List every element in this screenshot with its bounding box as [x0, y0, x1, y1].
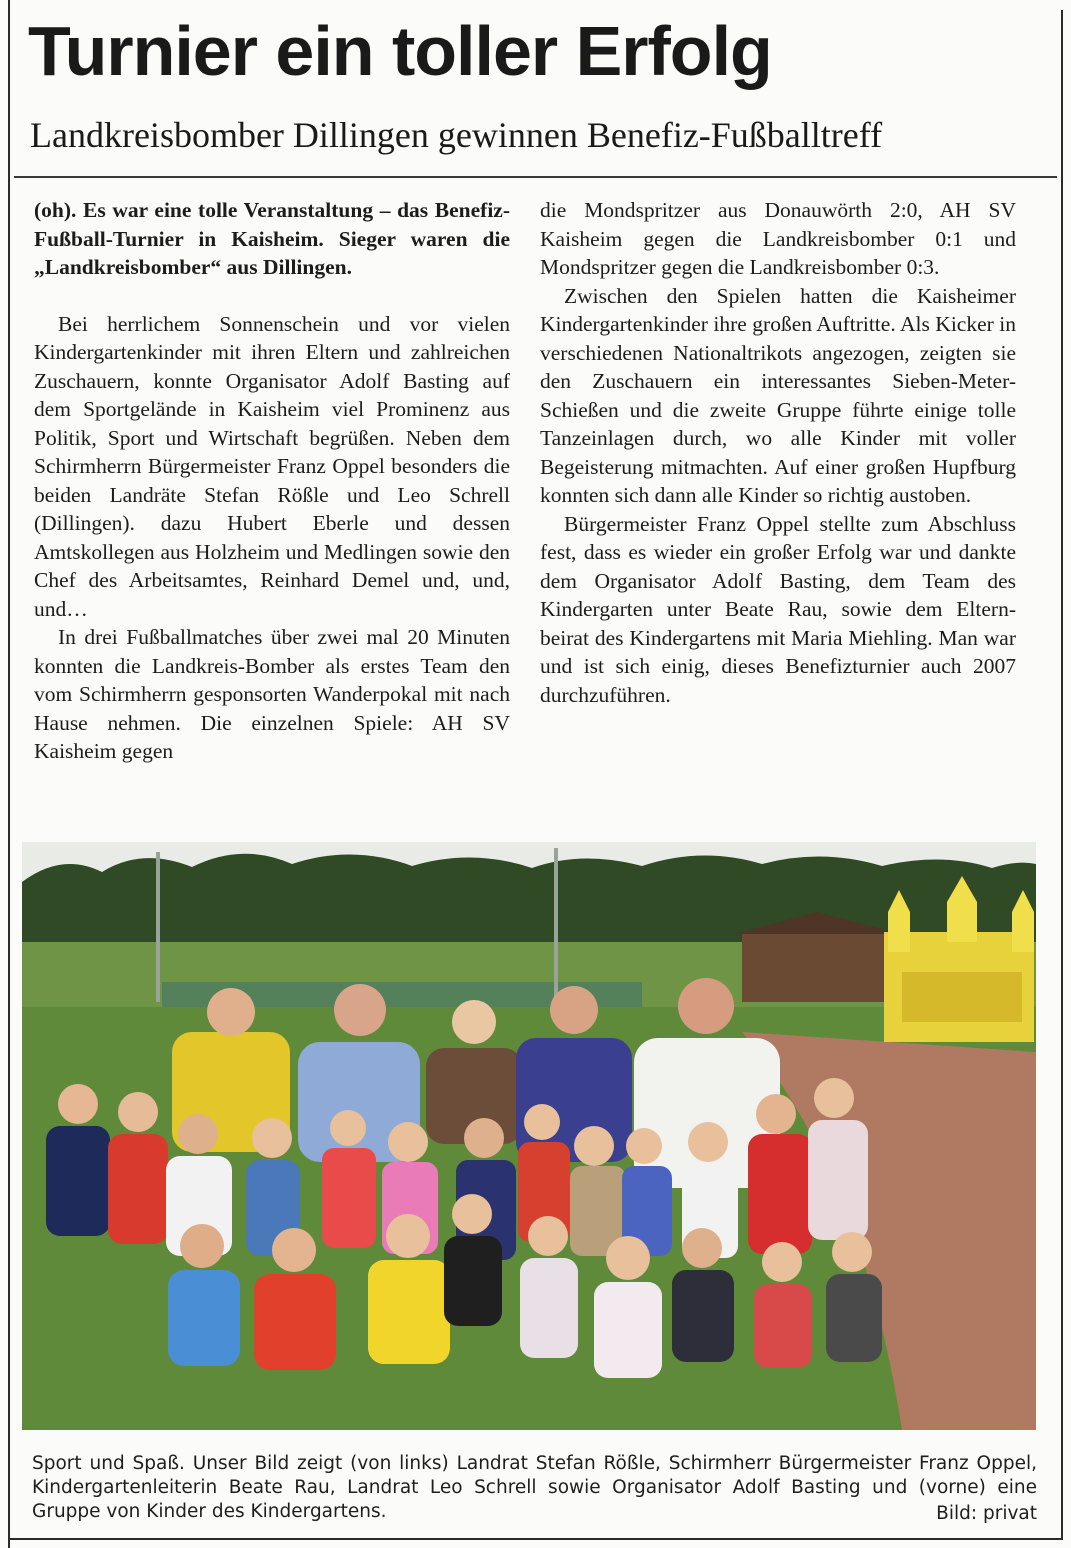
team-photo [22, 842, 1036, 1430]
clipping-edge-bottom [8, 1538, 1063, 1540]
photo-hut [742, 932, 892, 1002]
clipping-edge-left [8, 0, 10, 1548]
headline: Turnier ein toller Erfolg [28, 12, 772, 90]
article-paragraph: Bürgermeister Franz Oppel stellte zum Abschluss fest, dass es wieder ein großer Erfolg war und dankte dem Organisator Adolf Basting, dem Team des Kindergarten unter Beate Rau, sowie dem Eltern- beirat des Kindergartens mit Maria Miehling. Man war und ist sich einig, dieses Benefizturnier auch 2007 durchzuführen. [540, 511, 1016, 707]
subheadline: Landkreisbomber Dillingen gewinnen Benefiz-Fußballtreff [30, 115, 883, 155]
article-lead: (oh). Es war eine tolle Veranstaltung – das Benefiz-Fußball-Turnier in Kaisheim. Sieger waren die „Landkreisbomber“ aus Dillingen. [34, 198, 510, 279]
header-rule [14, 176, 1057, 178]
photo-caption: Sport und Spaß. Unser Bild zeigt (von links) Landrat Stefan Rößle, Schirmherr Bürgermeister Franz Oppel, Kindergartenleiterin Beate Rau, Landrat Leo Schrell sowie Organisator Adolf Basting und (vorne) eine Gruppe von Kinder des Kindergartens. [32, 1453, 1037, 1522]
article-column-right [540, 196, 1016, 709]
article-paragraph: die Mondspritzer aus Donauwörth 2:0, AH SV Kaisheim gegen die Landkreisbomber 0:1 und Mondspritzer gegen die Landkreisbomber 0:3. [540, 198, 1016, 279]
article-paragraph: Zwischen den Spielen hatten die Kaisheimer Kindergartenkinder ihre großen Auftritte. Als Kicker in verschiedenen Nationaltrikots angezogen, zeigten sie den Zuschauern ein interessantes Sieben-Meter-Schießen und die zweite Gruppe führte einige tolle Tanzeinlagen durch, wo alle Kinder mit voller Begeisterung mitmachten. Auf einer großen Hupfburg konnten sich dann alle Kinder so richtig austoben. [540, 283, 1016, 507]
team-photo-illustration [22, 842, 1036, 1430]
photo-credit: Bild: privat [926, 1502, 1037, 1526]
article-column-left [34, 196, 510, 766]
clipping-edge-right [1061, 10, 1063, 1538]
article-paragraph: In drei Fußballmatches über zwei mal 20 Minuten konnten die Landkreis-Bomber als erstes Team den vom Schirmherrn gesponsorten Wanderpokal mit nach Hause nehmen. Die einzelnen Spiele: AH SV Kaisheim gegen [34, 625, 510, 763]
article-paragraph: Bei herrlichem Sonnenschein und vor vielen Kindergartenkinder mit ihren Eltern und zahlreichen Zuschauern, konnte Organisator Adolf Basting auf dem Sportgelände in Kaisheim viel Prominenz aus Politik, Sport und Wirtschaft begrüßen. Neben dem Schirmherrn Bürgermeister Franz Oppel besonders die beiden Landräte Stefan Rößle und Leo Schrell (Dillingen). dazu Hubert Eberle und dessen Amtskollegen aus Holzheim und Medlingen sowie den Chef des Arbeitsamtes, Reinhard Demel und, und, und… [34, 311, 510, 621]
